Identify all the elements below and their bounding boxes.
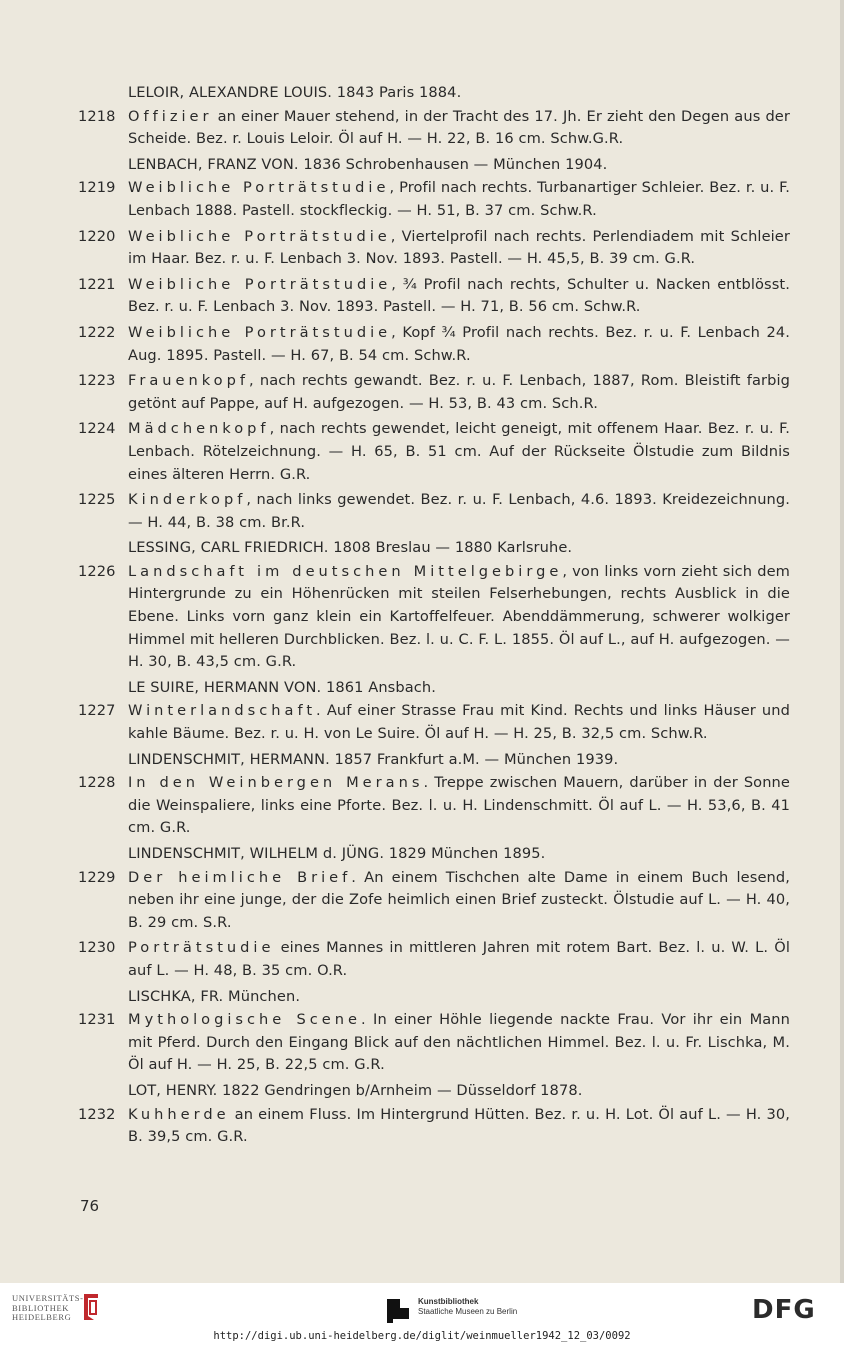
lot-number: 1226 — [78, 562, 116, 580]
lot-number: 1227 — [78, 702, 116, 720]
lot-number: 1224 — [78, 420, 116, 438]
artwork-title: Porträtstudie — [128, 939, 275, 957]
catalog-entry — [78, 561, 790, 674]
artwork-description: , ¾ Profil nach rechts, Schulter u. Nacken entblösst. Bez. r. u. F. Lenbach 3. Nov. 1893. Pastell. — H. 71, B. 56 cm. Schw.R. — [128, 275, 790, 316]
catalog-entry — [78, 1009, 790, 1077]
entry-text — [128, 867, 790, 935]
artwork-title: Frauenkopf — [128, 372, 250, 390]
artwork-description: . An einem Tischchen alte Dame in einem Buch lesend, neben ihr eine junge, der die Zofe heimlich einen Brief zusteckt. Ölstudie auf L. — H. 40, B. 29 cm. S.R. — [128, 868, 790, 931]
lot-number: 1221 — [78, 275, 116, 293]
entry-text — [128, 700, 790, 745]
artwork-description: , von links vorn zieht sich dem Hintergrunde zu ein Höhenrücken mit steilen Felserhebungen, rechts Ausblick in die Ebene. Links vorn ganz klein ein Kartoffelfeuer. Abenddämmerung, schwerer wolkiger Himmel mit helleren Durchblicken. Bez. l. u. C. F. L. 1855. Öl auf L., auf H. aufgezogen. — H. 30, B. 43,5 cm. G.R. — [128, 562, 791, 671]
uni-heidelberg-label — [12, 1294, 84, 1323]
artist-heading: LENBACH, FRANZ VON. 1836 Schrobenhausen — München 1904. — [128, 155, 608, 173]
artwork-description: , nach links gewendet. Bez. r. u. F. Lenbach, 4.6. 1893. Kreidezeichnung. — H. 44, B. 38 cm. Br.R. — [128, 491, 790, 531]
artist-heading: LELOIR, ALEXANDRE LOUIS. 1843 Paris 1884. — [128, 84, 462, 101]
artwork-title: Landschaft im deutschen Mittelgebirge — [128, 562, 563, 580]
catalog-entry — [78, 700, 790, 745]
artwork-title: Winterlandschaft — [128, 702, 317, 720]
artwork-title: Der heimliche Brief — [128, 868, 352, 886]
entry-text — [128, 1104, 790, 1149]
entry-text — [128, 177, 790, 222]
catalog-entry — [78, 322, 790, 367]
artwork-description: , Profil nach rechts. Turbanartiger Schleier. Bez. r. u. F. Lenbach 1888. Pastell. stockfleckig. — H. 51, B. 37 cm. Schw.R. — [128, 179, 791, 219]
catalog-entry — [78, 274, 790, 319]
catalog-entry — [78, 418, 790, 486]
entry-text — [128, 1009, 790, 1077]
artwork-description: eines Mannes in mittleren Jahren mit rotem Bart. Bez. l. u. W. L. Öl auf L. — H. 48, B. 35 cm. O.R. — [128, 939, 790, 979]
lot-number: 1223 — [78, 372, 116, 390]
artwork-title: Kinderkopf — [128, 491, 247, 509]
entry-text — [128, 274, 790, 319]
artist-heading: LINDENSCHMIT, HERMANN. 1857 Frankfurt a.M. — München 1939. — [128, 750, 619, 768]
lot-number: 1218 — [78, 107, 116, 125]
catalog-entry — [78, 772, 790, 840]
lot-number: 1219 — [78, 179, 116, 197]
lot-number: 1228 — [78, 774, 116, 792]
artwork-title: Mädchenkopf — [128, 420, 270, 438]
uni-line-3: HEIDELBERG — [12, 1312, 72, 1322]
catalog-entry — [78, 370, 790, 415]
entry-text — [128, 106, 790, 151]
lot-number: 1220 — [78, 227, 116, 245]
artwork-description: . In einer Höhle liegende nackte Frau. Vor ihr ein Mann mit Pferd. Durch den Eingang Blick auf den nächtlichen Himmel. Bez. l. u. Fr. Lischka, M. Öl auf H. — H. 25, B. 22,5 cm. G.R. — [128, 1011, 791, 1074]
lot-number: 1229 — [78, 868, 116, 886]
page-number: 76 — [80, 1197, 100, 1215]
catalog-entry — [78, 867, 790, 935]
uni-line-1: UNIVERSITÄTS- — [12, 1293, 84, 1303]
lot-number: 1225 — [78, 491, 116, 509]
entry-text — [128, 418, 790, 486]
uni-line-2: BIBLIOTHEK — [12, 1302, 69, 1313]
footer-bar — [0, 1283, 844, 1345]
artwork-title: Weibliche Porträtstudie — [128, 227, 391, 245]
artwork-description: , Viertelprofil nach rechts. Perlendiadem mit Schleier im Haar. Bez. r. u. F. Lenbach 3. Nov. 1893. Pastell. — H. 45,5, B. 39 cm. G.R. — [128, 227, 790, 268]
artwork-description: . Auf einer Strasse Frau mit Kind. Rechts und links Häuser und kahle Bäume. Bez. r. u. H. von Le Suire. Öl auf H. — H. 25, B. 32,5 cm. Schw.R. — [128, 702, 790, 743]
kb-line-2: Staatliche Museen zu Berlin — [418, 1307, 518, 1316]
entry-text — [128, 772, 790, 840]
entry-text — [128, 370, 790, 415]
entry-text — [128, 937, 790, 982]
kunstbibliothek-label — [418, 1297, 517, 1317]
catalog-entry — [78, 106, 790, 151]
artist-heading: LESSING, CARL FRIEDRICH. 1808 Breslau — 1880 Karlsruhe. — [128, 539, 573, 557]
artwork-title: In den Weinbergen Merans — [128, 774, 424, 792]
lot-number: 1222 — [78, 323, 116, 341]
entry-text — [128, 322, 790, 367]
artwork-description: , nach rechts gewendet, leicht geneigt, mit offenem Haar. Bez. r. u. F. Lenbach. Rötelzeichnung. — H. 65, B. 51 cm. Auf der Rückseite Ölstudie zum Bildnis eines älteren Herrn. G.R. — [128, 420, 790, 483]
artwork-title: Weibliche Porträtstudie — [128, 275, 392, 293]
kb-line-1: Kunstbibliothek — [418, 1297, 479, 1306]
entry-text — [128, 489, 790, 534]
artwork-description: , nach rechts gewandt. Bez. r. u. F. Lenbach, 1887, Rom. Bleistift farbig getönt auf Pappe, auf H. aufgezogen. — H. 53, B. 43 cm. Sch.R. — [128, 372, 790, 412]
artist-heading: LINDENSCHMIT, WILHELM d. JÜNG. 1829 München 1895. — [128, 845, 546, 862]
artwork-title: Offizier — [128, 107, 213, 125]
artwork-description: an einer Mauer stehend, in der Tracht des 17. Jh. Er zieht den Degen aus der Scheide. Bez. r. Louis Leloir. Öl auf H. — H. 22, B. 16 cm. Schw.G.R. — [128, 107, 790, 148]
lot-number: 1230 — [78, 939, 116, 957]
catalog-content — [78, 79, 790, 1152]
artwork-description: , Kopf ¾ Profil nach rechts. Bez. r. u. F. Lenbach 24. Aug. 1895. Pastell. — H. 67, B. 54 cm. Schw.R. — [128, 323, 790, 364]
catalog-entry — [78, 489, 790, 534]
catalog-entry — [78, 1104, 790, 1149]
catalog-entry — [78, 226, 790, 271]
entry-text — [128, 226, 790, 271]
dfg-logo: DFG — [752, 1295, 816, 1325]
uni-heidelberg-logo-icon — [80, 1292, 102, 1322]
lot-number: 1231 — [78, 1011, 116, 1029]
artwork-title: Weibliche Porträtstudie — [128, 179, 390, 197]
lot-number: 1232 — [78, 1105, 116, 1123]
catalog-entry — [78, 177, 790, 222]
kunstbibliothek-logo-icon — [385, 1296, 413, 1324]
artist-heading: LOT, HENRY. 1822 Gendringen b/Arnheim — Düsseldorf 1878. — [128, 1081, 583, 1099]
artist-heading: LISCHKA, FR. München. — [128, 987, 301, 1005]
artwork-title: Kuhherde — [128, 1105, 230, 1123]
catalog-entry — [78, 937, 790, 982]
artist-heading: LE SUIRE, HERMANN VON. 1861 Ansbach. — [128, 678, 437, 696]
permalink-url[interactable]: http://digi.ub.uni-heidelberg.de/diglit/weinmueller1942_12_03/0092 — [213, 1330, 631, 1342]
artwork-title: Mythologische Scene — [128, 1011, 361, 1029]
entry-text — [128, 561, 790, 674]
artwork-title: Weibliche Porträtstudie — [128, 323, 392, 341]
artwork-description: . Treppe zwischen Mauern, darüber in der Sonne die Weinspaliere, links eine Pforte. Bez. l. u. H. Lindenschmitt. Öl auf L. — H. 53,6, B. 41 cm. G.R. — [128, 774, 790, 837]
artwork-description: an einem Fluss. Im Hintergrund Hütten. Bez. r. u. H. Lot. Öl auf L. — H. 30, B. 39,5 cm. G.R. — [128, 1105, 790, 1146]
